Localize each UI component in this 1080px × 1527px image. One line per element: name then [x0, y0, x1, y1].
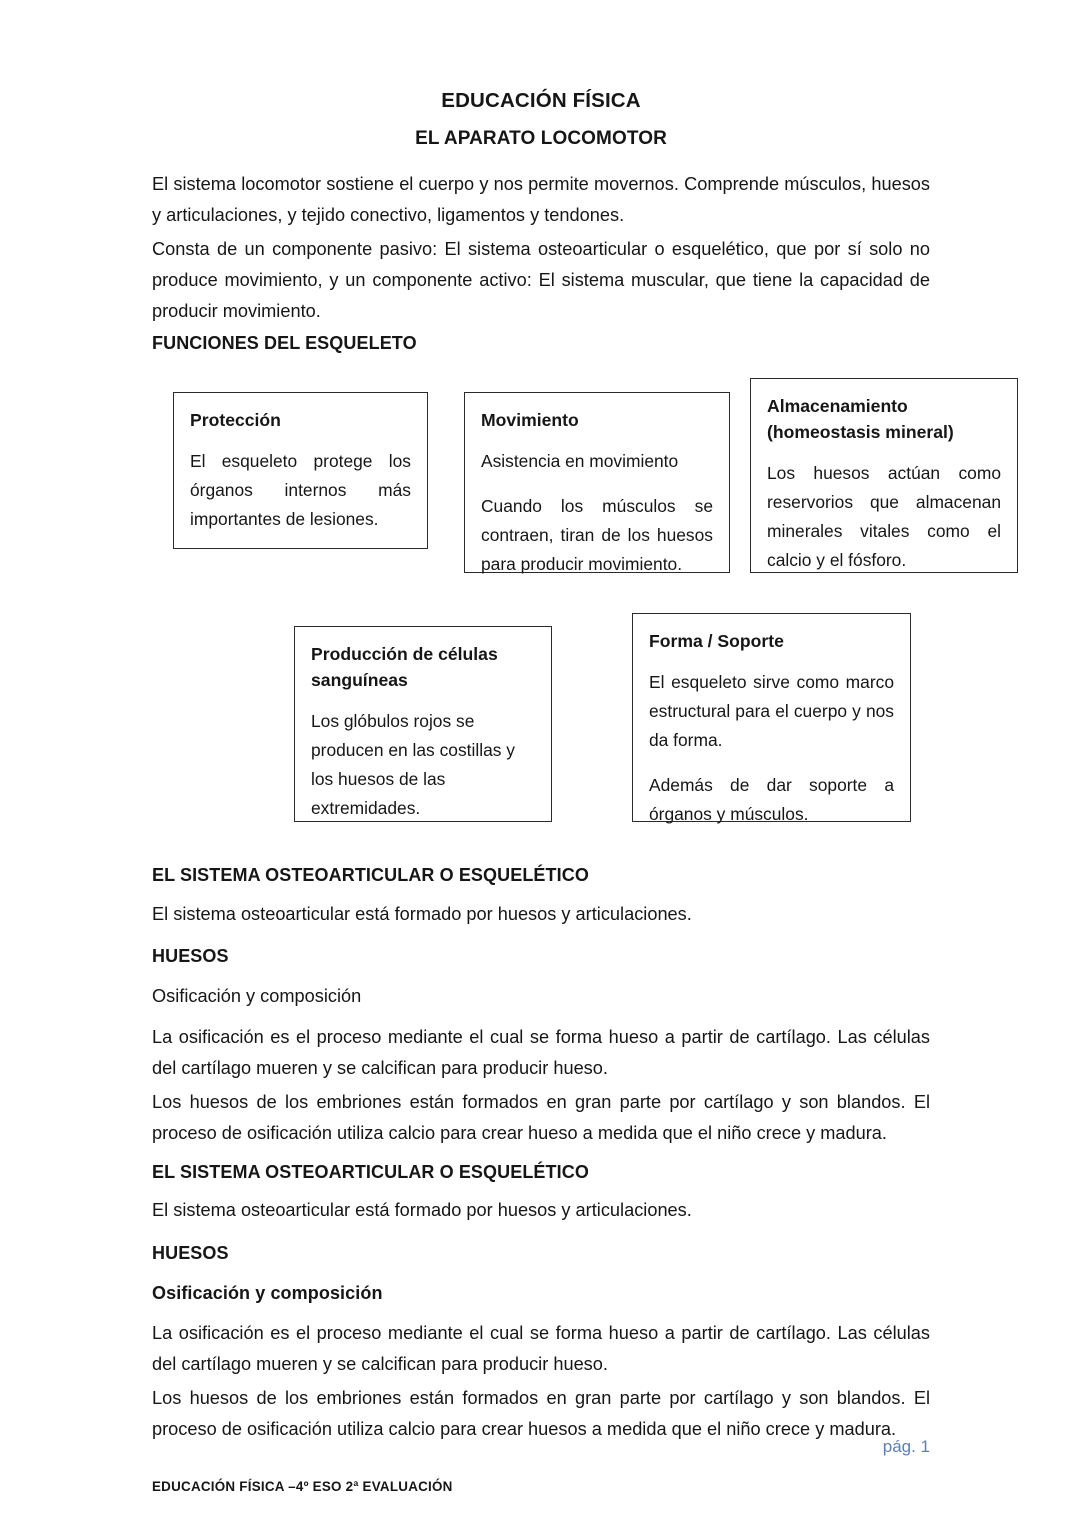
callout-title: Protección: [190, 410, 281, 430]
callout-paragraph: Asistencia en movimiento: [481, 451, 679, 471]
section-two-paragraph-1: La osificación es el proceso mediante el cual se forma hueso a partir de cartílago. Las células del cartílago mueren y se calcifican para producir hueso.: [152, 1323, 930, 1374]
callout-title: Almacenamiento (homeostasis mineral): [767, 396, 954, 442]
callout-paragraph: Los huesos actúan como reservorios que almacenan minerales vitales como el calcio y el fósforo.: [767, 463, 1001, 570]
callout-box-almacenamiento: [750, 378, 1018, 573]
intro-paragraph-1: El sistema locomotor sostiene el cuerpo y nos permite movernos. Comprende músculos, huesos y articulaciones, y tejido conectivo, ligamentos y tendones.: [152, 174, 930, 225]
callout-title: Forma / Soporte: [649, 631, 784, 651]
section-one-intro: El sistema osteoarticular está formado por huesos y articulaciones.: [152, 904, 692, 924]
section-two-topic: Osificación y composición: [152, 1283, 383, 1303]
section-one-heading: EL SISTEMA OSTEOARTICULAR O ESQUELÉTICO: [152, 865, 589, 885]
callout-paragraph: El esqueleto protege los órganos internos más importantes de lesiones.: [190, 451, 411, 529]
page-title: EDUCACIÓN FÍSICA: [441, 89, 641, 112]
section-one-paragraph-2: Los huesos de los embriones están formados en gran parte por cartílago y son blandos. El proceso de osificación utiliza calcio para crear hueso a medida que el niño crece y madura.: [152, 1092, 930, 1143]
page-number: pág. 1: [882, 1437, 930, 1456]
section-heading-funciones: FUNCIONES DEL ESQUELETO: [152, 333, 417, 353]
section-two-paragraph-2: Los huesos de los embriones están formados en gran parte por cartílago y son blandos. El proceso de osificación utiliza calcio para crear huesos a medida que el niño crece y madura.: [152, 1388, 930, 1439]
callout-paragraph: Además de dar soporte a órganos y músculos.: [649, 775, 894, 824]
section-two-intro: El sistema osteoarticular está formado por huesos y articulaciones.: [152, 1200, 692, 1220]
callout-paragraph: Los glóbulos rojos se producen en las costillas y los huesos de las extremidades.: [311, 711, 515, 818]
section-one-topic: Osificación y composición: [152, 986, 362, 1006]
section-one-subheading: HUESOS: [152, 946, 229, 966]
section-one-paragraph-1: La osificación es el proceso mediante el cual se forma hueso a partir de cartílago. Las células del cartílago mueren y se calcifican para producir hueso.: [152, 1027, 930, 1078]
footer-course-label: EDUCACIÓN FÍSICA –4º ESO 2ª EVALUACIÓN: [152, 1479, 453, 1494]
section-two-heading: EL SISTEMA OSTEOARTICULAR O ESQUELÉTICO: [152, 1162, 589, 1182]
intro-paragraph-2: Consta de un componente pasivo: El sistema osteoarticular o esquelético, que por sí solo no produce movimiento, y un componente activo: El sistema muscular, que tiene la capacidad de producir movimiento.: [152, 239, 930, 321]
callout-paragraph: Cuando los músculos se contraen, tiran de los huesos para producir movimiento.: [481, 496, 713, 574]
callout-title: Movimiento: [481, 410, 579, 430]
section-two-subheading: HUESOS: [152, 1243, 229, 1263]
callout-box-forma-soporte: [632, 613, 911, 822]
callout-title: Producción de células sanguíneas: [311, 644, 498, 690]
callout-paragraph: El esqueleto sirve como marco estructural para el cuerpo y nos da forma.: [649, 672, 894, 750]
callout-box-proteccion: [173, 392, 428, 549]
page-subtitle: EL APARATO LOCOMOTOR: [415, 128, 667, 149]
callout-box-produccion-celulas: [294, 626, 552, 822]
callout-box-movimiento: [464, 392, 730, 573]
